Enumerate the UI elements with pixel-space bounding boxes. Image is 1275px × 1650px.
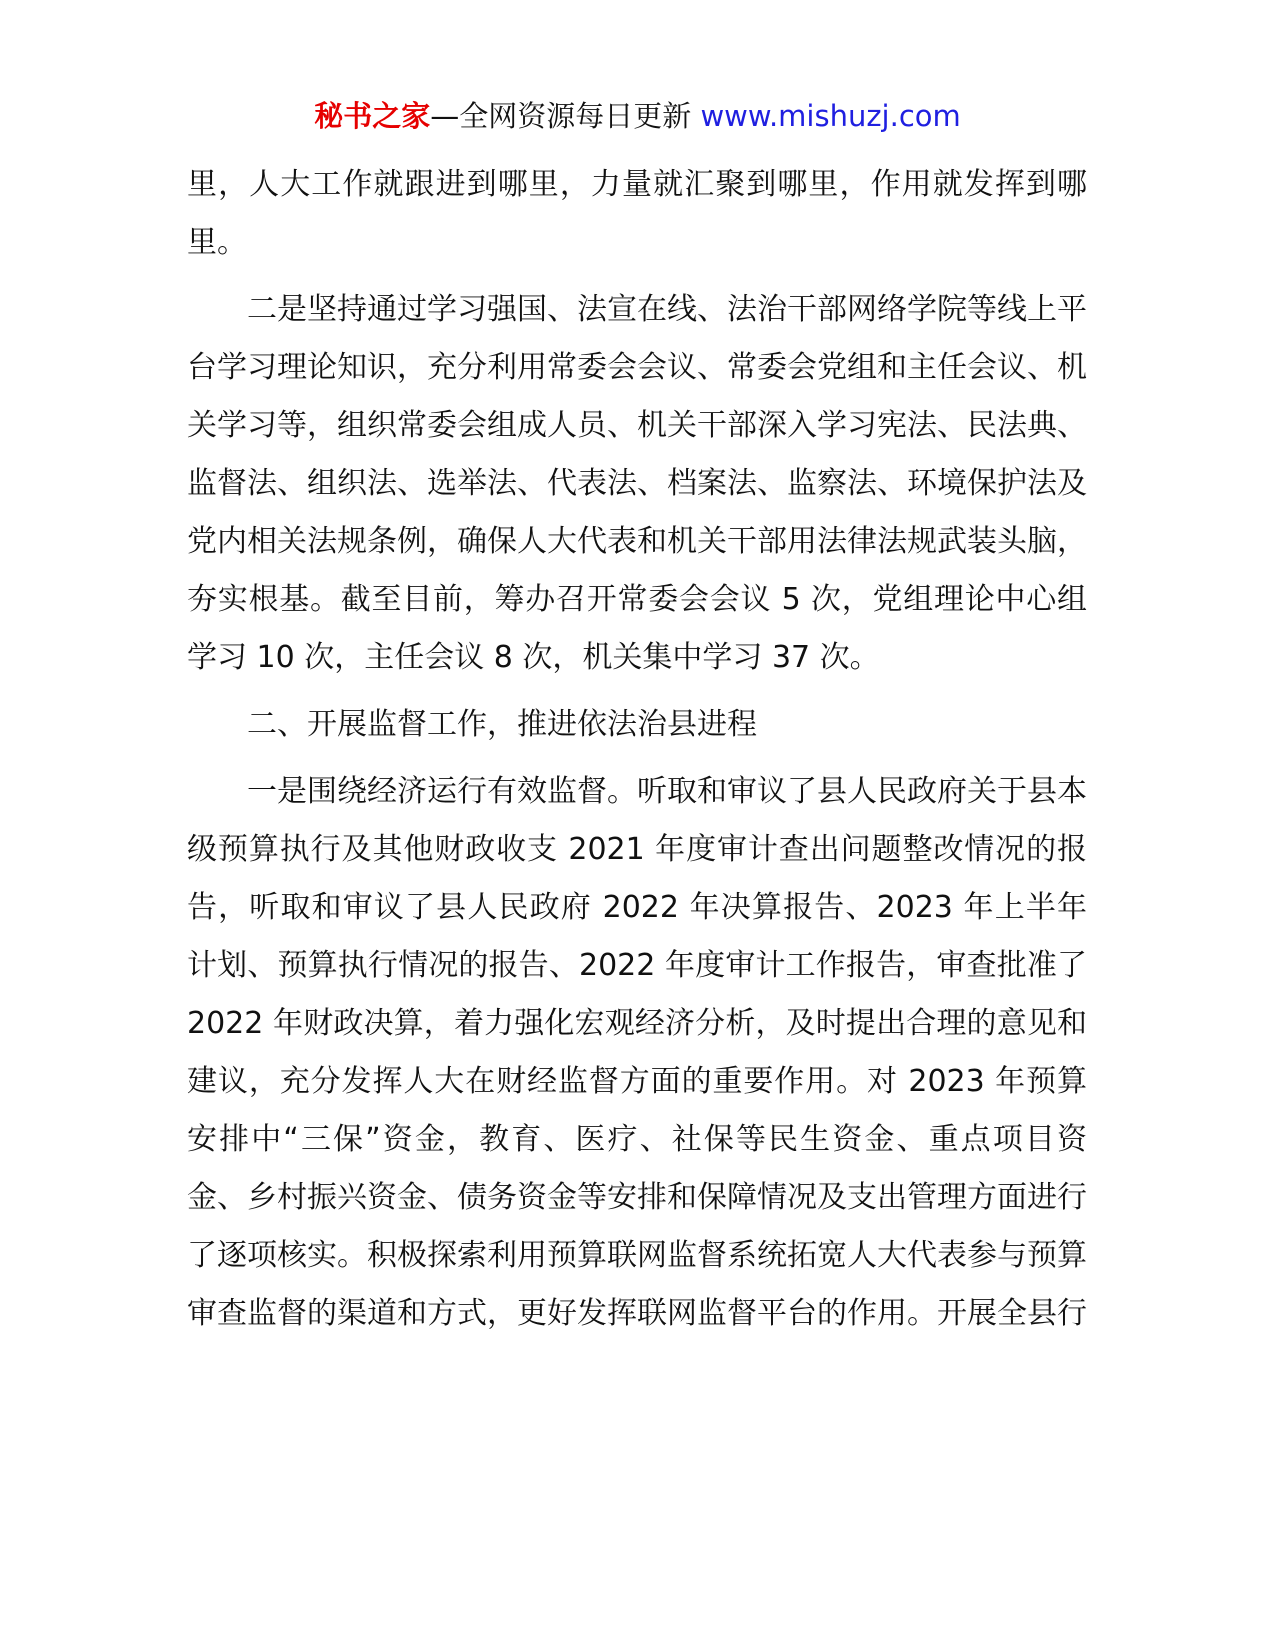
document-body bbox=[187, 156, 1087, 1352]
paragraph-continuation: 里，人大工作就跟进到哪里，力量就汇聚到哪里，作用就发挥到哪里。 bbox=[187, 167, 1087, 260]
header-slogan: —全网资源每日更新 bbox=[430, 99, 701, 133]
brand-name: 秘书之家 bbox=[314, 99, 431, 133]
page-header bbox=[0, 96, 1275, 136]
paragraph-study: 二是坚持通过学习强国、法宣在线、法治干部网络学院等线上平台学习理论知识，充分利用常委会会议、常委会党组和主任会议、机关学习等，组织常委会组成人员、机关干部深入学习宪法、民法典、监督法、组织法、选举法、代表法、档案法、监察法、环境保护法及党内相关法规条例，确保人大代表和机关干部用法律法规武装头脑，夯实根基。截至目前，筹办召开常委会会议 5 次，党组理论中心组学习 10 次，主任会议 8 次，机关集中学习 37 次。 bbox=[187, 292, 1087, 675]
header-url-link[interactable]: www.mishuzj.com bbox=[700, 99, 961, 133]
section-heading: 二、开展监督工作，推进依法治县进程 bbox=[247, 707, 757, 742]
paragraph-economic-supervision: 一是围绕经济运行有效监督。听取和审议了县人民政府关于县本级预算执行及其他财政收支 2021 年度审计查出问题整改情况的报告，听取和审议了县人民政府 2022 年决算报告、2023 年上半年计划、预算执行情况的报告、2022 年度审计工作报告，审查批准了 2022 年财政决算，着力强化宏观经济分析，及时提出合理的意见和建议，充分发挥人大在财经监督方面的重要作用。对 2023 年预算安排中“三保”资金，教育、医疗、社保等民生资金、重点项目资金、乡村振兴资金、债务资金等安排和保障情况及支出管理方面进行了逐项核实。积极探索利用预算联网监督系统拓宽人大代表参与预算审查监督的渠道和方式，更好发挥联网监督平台的作用。开展全县行 bbox=[187, 774, 1087, 1331]
